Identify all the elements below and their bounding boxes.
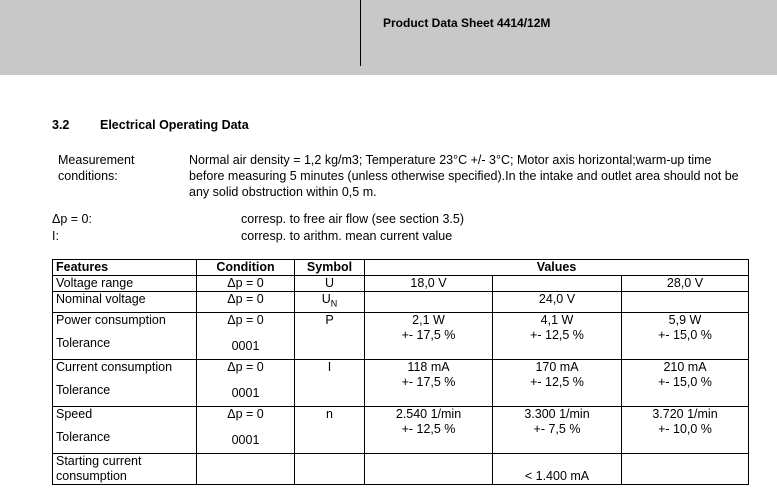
condition-cell [197,406,295,453]
feature-label: Speed [56,406,93,421]
value-cell [493,359,622,406]
value-cell [365,406,493,453]
value-cell [493,276,622,292]
definition-text-dp: corresp. to free air flow (see section 3.5) [241,212,465,226]
symbol-cell [295,453,365,484]
header-features: Features [53,260,197,276]
feature-label: Starting current [56,453,142,468]
symbol-cell: U [295,276,365,292]
document-title: Product Data Sheet 4414/12M [383,16,551,30]
tolerance-value: +- 7,5 % [533,421,581,436]
feature-cell [53,359,197,406]
feature-cell [53,406,197,453]
value: 2,1 W [412,312,445,327]
tolerance-label: Tolerance [56,382,111,397]
symbol-text: U [321,292,331,306]
value-cell: < 1.400 mA [493,453,622,484]
condition-tolerance: 0001 [231,385,260,400]
value-cell [365,453,493,484]
value: 3.300 1/min [524,406,590,421]
value-cell: 28,0 V [622,276,749,292]
table-header-row [53,260,749,276]
tolerance-label: Tolerance [56,429,111,444]
header-divider [360,0,361,66]
header-values: Values [365,260,749,276]
tolerance-value: +- 12,5 % [530,327,584,342]
tolerance-value: +- 10,0 % [658,421,712,436]
value-cell [365,292,493,313]
table-row-power [53,312,749,359]
tolerance-value: +- 15,0 % [658,327,712,342]
value: 210 mA [663,359,707,374]
condition-cell: Δp = 0 [197,276,295,292]
condition-cell [197,312,295,359]
feature-cell [53,312,197,359]
table-row-voltage-range [53,276,749,292]
condition-cell [197,359,295,406]
feature-cell: Nominal voltage [53,292,197,313]
value-cell: 24,0 V [493,292,622,313]
tolerance-value: +- 12,5 % [530,374,584,389]
definition-symbol-dp: Δp = 0: [52,212,92,226]
value-cell [622,453,749,484]
feature-label: Power consumption [56,312,166,327]
measurement-label [58,152,178,184]
header-symbol: Symbol [295,260,365,276]
condition-cell: Δp = 0 [197,292,295,313]
value-cell [622,312,749,359]
feature-cell [53,453,197,484]
tolerance-label: Tolerance [56,335,111,350]
condition-tolerance: 0001 [231,432,260,447]
electrical-data-table [52,259,749,485]
condition-tolerance: 0001 [231,338,260,353]
symbol-cell: n [295,406,365,453]
tolerance-value: +- 12,5 % [401,421,456,436]
value-cell [493,312,622,359]
value-cell [365,312,493,359]
measurement-label-line2: conditions: [58,169,118,183]
value-cell [365,359,493,406]
value: 3.720 1/min [652,406,718,421]
definition-text-i: corresp. to arithm. mean current value [241,229,453,243]
header-condition: Condition [197,260,295,276]
section-title: Electrical Operating Data [100,118,249,132]
symbol-cell [295,292,365,313]
condition-value: Δp = 0 [227,359,264,374]
value: 118 mA [407,359,450,374]
tolerance-value: +- 17,5 % [401,374,456,389]
table-row-starting-current [53,453,749,484]
feature-label: Current consumption [56,359,173,374]
tolerance-value: +- 15,0 % [658,374,712,389]
feature-label-continued: consumption [56,468,127,483]
value-cell [622,406,749,453]
measurement-conditions-text: Normal air density = 1,2 kg/m3; Temperature 23°C +/- 3°C; Motor axis horizontal;warm-up time before measuring 5 minutes (unless otherwise specified).In the intake and outlet area should not be any solid obstruction within 0,5 m. [189,153,739,199]
section-heading [52,118,249,132]
value-cell [622,292,749,313]
condition-cell [197,453,295,484]
measurement-label-line1: Measurement [58,153,135,167]
table-row-nominal-voltage [53,292,749,313]
value-cell [493,406,622,453]
tolerance-value: +- 17,5 % [401,327,456,342]
definition-symbol-i: I: [52,229,59,243]
page-header [0,0,777,75]
value: 2.540 1/min [395,406,462,421]
symbol-cell: I [295,359,365,406]
symbol-subscript: N [330,298,338,309]
table-row-speed [53,406,749,453]
value: 5,9 W [668,312,702,327]
condition-value: Δp = 0 [227,406,264,421]
table-row-current [53,359,749,406]
condition-value: Δp = 0 [227,312,264,327]
symbol-cell: P [295,312,365,359]
value: 4,1 W [540,312,574,327]
feature-cell: Voltage range [53,276,197,292]
value-cell [622,359,749,406]
section-number: 3.2 [52,118,70,132]
value-cell: 18,0 V [365,276,493,292]
value: 170 mA [535,359,579,374]
